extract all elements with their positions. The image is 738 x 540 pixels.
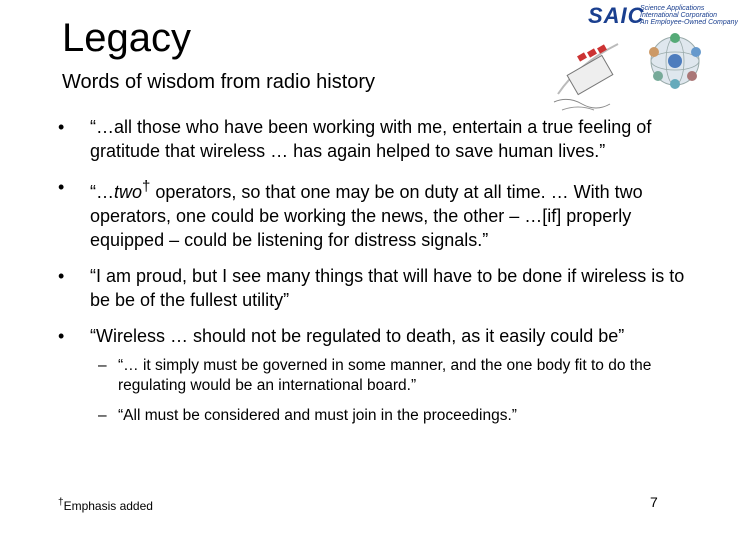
sub-list-item (58, 406, 698, 426)
footnote-mark: † (58, 497, 64, 508)
sub-bullet-text: “… it simply must be governed in some manner, and the one body fit to do the regulating would be an international board.” (118, 357, 652, 394)
footnote-text: Emphasis added (63, 499, 153, 513)
bullet-marker: • (58, 266, 65, 286)
logo-wordmark: SAIC (588, 3, 645, 28)
list-item (58, 115, 698, 163)
bullet-text-continued: operators, so that one may be on duty at all time. … With two operators, one could be working the news, the other – …[if] properly equipped – could be listening for distress signals.” (90, 182, 643, 250)
list-item (58, 175, 698, 252)
logo-tagline-3: An Employee-Owned Company (640, 19, 738, 26)
bullet-text: “Wireless … should not be regulated to death, as it easily could be” (90, 326, 625, 346)
bullet-marker: • (58, 177, 65, 197)
emphasized-word: two (114, 182, 143, 202)
list-item (58, 324, 698, 348)
sub-bullet-marker: – (98, 357, 107, 374)
slide-title: Legacy (62, 16, 191, 60)
slide-subtitle: Words of wisdom from radio history (62, 71, 376, 93)
ship-radio-illustration-icon (548, 34, 630, 116)
saic-logo (588, 3, 738, 28)
bullet-list (58, 115, 698, 436)
sub-list-item (58, 356, 698, 396)
logo-tagline-1: Science Applications (640, 5, 705, 12)
bullet-text: “I am proud, but I see many things that will have to be done if wireless is to be be of the fullest utility” (90, 266, 685, 310)
logo-tagline-2: International Corporation (640, 12, 718, 19)
bullet-marker: • (58, 117, 65, 137)
sub-bullet-text: “All must be considered and must join in the proceedings.” (118, 407, 517, 424)
footnote (58, 497, 153, 513)
page-number: 7 (650, 494, 658, 510)
bullet-marker: • (58, 326, 65, 346)
dagger-mark: † (142, 178, 151, 195)
bullet-text: “…all those who have been working with me, entertain a true feeling of gratitude that wireless … has again helped to save human lives.” (90, 117, 652, 161)
sub-bullet-marker: – (98, 407, 107, 424)
globe-network-icon (644, 30, 706, 92)
list-item (58, 264, 698, 312)
bullet-text: “… (90, 182, 114, 202)
